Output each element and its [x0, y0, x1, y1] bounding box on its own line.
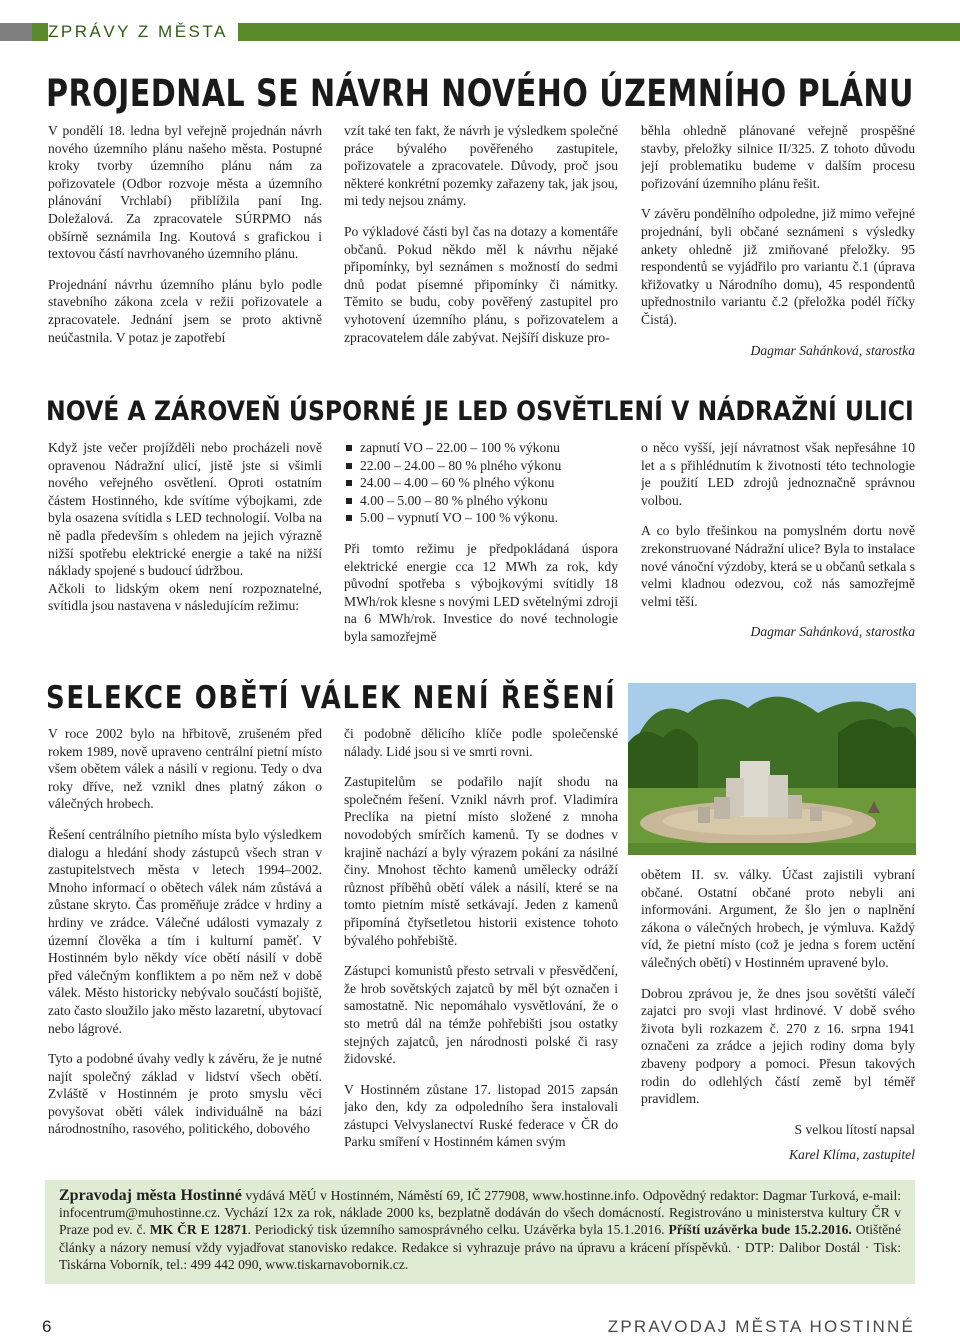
impressum-text: vydává MěÚ v Hostinném, Náměstí 69, IČ 277908, www.hostinne.info. Odpovědný redaktor: Dagmar Turková, e-mail: infocentrum@muhostinne.cz. Vychází 12x za rok, náklade 2000 ks, bezplatně dodáván do všech domácností. Registrováno u ministerstva kultury ČR v Praze pod ev. č. [59, 1188, 901, 1238]
article-2-column-2 [344, 439, 618, 673]
paragraph: Ačkoli to lidským okem není rozpoznatelné, svítidla jsou nastavena v následujícím režimu: [48, 580, 322, 614]
paragraph: Projednání návrhu územního plánu bylo podle stavebního zákona zcela v režii pořizovatele a zpracovatele. Jednání jsem se proto aktivně neúčastnila. V potaz je zapotřebí [48, 276, 322, 345]
list-item: 4.00 – 5.00 – 80 % plného výkonu [344, 492, 618, 510]
paragraph: Po výkladové části byl čas na dotazy a komentáře občanů. Pokud někdo měl k návrhu nějaké připomínky, byl seznámen s možností do sedmi dnů podat písemné připomínky či námitky. Těmito se budu, coby pověřený zastupitel pro vyhotovení územního plánu, s pořizovatelem a zpracovatelem dále zabývat. Nejšíří diskuze pro- [344, 223, 618, 345]
paragraph: Při tomto režimu je předpokládaná úspora elektrické energie cca 12 MWh za rok, kdy původní spotřeba s výbojkovými svítidly 18 MWh/rok klesne s novými LED světelnými zdroji na 6 MWh/rok. Investice do nové technologie byla samozřejmě [344, 540, 618, 644]
paragraph: Řešení centrálního pietního místa bylo výsledkem dialogu a hledání shody zástupců všech stran v zastupitelstvech města v letech 1994–2002. Mnoho informací o obětech válek nám zůstává a zůstane skryto. Čas proměňuje zrádce v hrdiny a hrdiny ve zrádce. Válečné události vymazaly z územní člověka a tím i kulturní paměť. V Hostinném bylo někdy více obětí násilí v době před válečným konfliktem a po něm než v době válek. Město historicky nebývalo součástí bojiště, zato často sloužilo jako město lazaretní, ubytovací nebo lágrové. [48, 826, 322, 1036]
impressum-text: . Periodický tisk územního samosprávného celku. Uzávěrka byla 15.1.2016. [247, 1222, 669, 1238]
article-3-column-2 [344, 725, 618, 1175]
article-2-title: NOVÉ A ZÁROVEŇ ÚSPORNÉ JE LED OSVĚTLENÍ V NÁDRAŽNÍ ULICI [46, 396, 914, 427]
paragraph: V pondělí 18. ledna byl veřejně projednán návrh nového územního plánu našeho města. Postupné kroky tvorby územního plánu nám za pořizovatele (Odbor rozvoje města a územního plánování Vrchlabí) přiblížila paní Ing. Doležalová. Za zpracovatele SÚRPMO nás obšírně seznámila Ing. Koutová s grafickou i textovou částí navrhovaného územního plánu. [48, 123, 322, 262]
memorial-illustration [628, 683, 916, 855]
paragraph: Dobrou zprávou je, že dnes jsou sovětští válečí zajatci pro svoji vlast hrdinové. V době svého života byli rozkazem č. 270 z 16. srpna 1941 označeni za zrádce a jejich rodiny doma byly zbaveny podpory a pomoci. Přesun takových rodin do odlehlých částí země byl téměř pravidlem. [641, 985, 915, 1107]
article-3-column-3 [641, 866, 915, 1176]
paragraph: Tyto a podobné úvahy vedly k závěru, že je nutné najít společný základ v lidství všech obětí. Zvláště v Hostinném je proto smyslu věci povyšovat oběti válek individuálně na bázi národnostního, rasového, politického, dobového [48, 1051, 322, 1137]
article-3-column-1 [48, 725, 322, 1175]
impressum-box [45, 1180, 915, 1284]
paragraph: běhla ohledně plánované veřejně prospěšné stavby, přeložky silnice II/325. Z tohoto důvodu její problematiku budeme v dalším procesu pořizování územního plánu řešit. [641, 123, 915, 191]
paragraph: V roce 2002 bylo na hřbitově, zrušeném před rokem 1989, nově upraveno centrální pietní místo všem obětem válek a násilí v regionu. Tedy o dva roky dříve, než vznikl dnes platný zákon o válečných hrobech. [48, 726, 322, 812]
article-1-column-2 [344, 122, 618, 387]
page-number: 6 [42, 1317, 52, 1336]
article-1-title: PROJEDNAL SE NÁVRH NOVÉHO ÚZEMNÍHO PLÁNU [46, 72, 914, 115]
closing-line: S velkou lítostí napsal [794, 1121, 915, 1137]
paragraph: Zastupitelům se podařilo najít shodu na společném řešení. Vznikl návrh prof. Vladimíra Preclíka na pietní místo složené z mnoha novodobých smírčích kamenů. Ty se dodnes v krajině nachází a byly výrazem pokání za násilné činy. Mnohost těchto kamenů umělecky odráží různost příběhů obětí válek a násilí, které se na tomto pietním místě setkávají. Jeden z kamenů připomíná čtyřsetletou historii existence tohoto bývalého pohřebiště. [344, 774, 618, 948]
paragraph: vzít také ten fakt, že návrh je výsledkem společné práce bývalého pověřeného zastupitele, pořizovatele a zpracovatele. Důvody, proč jsou některé konkrétní pozemky zařazeny tak, jak jsou, mi tedy nejsou známy. [344, 123, 618, 209]
paragraph: Zástupci komunistů přesto setrvali v přesvědčení, že hrob sovětských zajatců by měl být označen i samostatně. Nic nepomáhalo vysvětlování, že o sto metrů dál na témže pohřebišti jsou ostatky stejných zajatců, jen národnosti polské či rasy židovské. [344, 963, 618, 1067]
paragraph: obětem II. sv. války. Účast zajistili vybraní občané. Ostatní občané proto nebyli ani informováni. Argument, že šlo jen o naplnění zákona o válečných hrobech, je výmluva. Každý víd, že pietní místo (což je jedna s forem uctění válečných obětí) v Hostinném upravené bylo. [641, 867, 915, 970]
paragraph: A co bylo třešinkou na pomyslném dortu nově zrekonstruované Nádražní ulice? Byla to instalace nové vánoční výzdoby, která se u občanů setkala s velmi kladnou odezvou, což nás samozřejmě velmi těší. [641, 523, 915, 609]
paragraph: o něco vyšší, její návratnost však nepřesáhne 10 let a s přihlédnutím k životnosti této technologie je použití LED zdrojů jednoznačně správnou volbou. [641, 440, 915, 508]
article-1-column-3 [641, 122, 915, 387]
next-deadline: Příští uzávěrka bude 15.2.2016. [668, 1222, 852, 1238]
memorial-photo [628, 683, 916, 855]
article-3-title: SELEKCE OBĚTÍ VÁLEK NENÍ ŘEŠENÍ [46, 680, 617, 716]
paragraph: V závěru pondělního odpoledne, již mimo veřejné projednání, byli občané seznámeni s výsledky ankety ohledně již zmiňované přeložky. 95 respondentů se vyjádřilo pro variantu č.1 (úprava křižovatky u Národního domu), 45 respondentů upřednostnilo variantu č.2 (přeložka podél říčky Čistá). [641, 206, 915, 327]
article-2-column-3 [641, 439, 915, 673]
list-item: 22.00 – 24.00 – 80 % plného výkonu [344, 457, 618, 475]
led-schedule-list [344, 439, 618, 527]
list-item: 5.00 – vypnutí VO – 100 % výkonu. [344, 509, 618, 527]
paragraph: V Hostinném zůstane 17. listopad 2015 zapsán jako den, kdy za odpoledního šera instalovali zástupci Velvyslanectví Ruské federace v ČR do Parku smíření v Hostinném kámen svým [344, 1081, 618, 1150]
list-item: 24.00 – 4.00 – 60 % plného výkonu [344, 474, 618, 492]
section-title: ZPRÁVY Z MĚSTA [48, 22, 238, 42]
registration-number: MK ČR E 12871 [149, 1222, 248, 1238]
list-item: zapnutí VO – 22.00 – 100 % výkonu [344, 439, 618, 457]
author-signature: Dagmar Sahánková, starostka [750, 342, 915, 358]
impressum-text: Otištěné články a názory nemusí vždy vyjadřovat stanovisko redakce. Redakce si vyhrazuje právo na úpravu a krácení příspěvků. · DTP: Dalibor Dostál · Tisk: Tiskárna Voborník, tel.: 499 442 090, www.tiskarnavobornik.cz. [59, 1222, 901, 1272]
paragraph: či podobně dělicího klíče podle společenské nálady. Lidé jsou si ve smrti rovni. [344, 726, 618, 759]
article-1-column-1 [48, 122, 322, 387]
article-2-column-1 [48, 439, 322, 673]
publication-name: Zpravodaj města Hostinné [59, 1187, 242, 1204]
author-signature: Dagmar Sahánková, starostka [750, 624, 915, 640]
author-signature: Karel Klíma, zastupitel [788, 1147, 915, 1163]
publication-footer-title: ZPRAVODAJ MĚSTA HOSTINNÉ [607, 1317, 915, 1336]
header-bar-grey [0, 23, 32, 41]
paragraph: Když jste večer projížděli nebo procházeli nově opravenou Nádražní ulicí, jistě jste si všimli nového veřejného osvětlení. Oproti ostatním částem Hostinného, kde svítíme výbojkami, zde byla osazena svítidla s LED technologií. Volba na ně padla především s ohledem na jejich výrazně nižší spotřebu elektrické energie a také na nižší náklady spojené s budoucí údržbou. [48, 440, 322, 579]
